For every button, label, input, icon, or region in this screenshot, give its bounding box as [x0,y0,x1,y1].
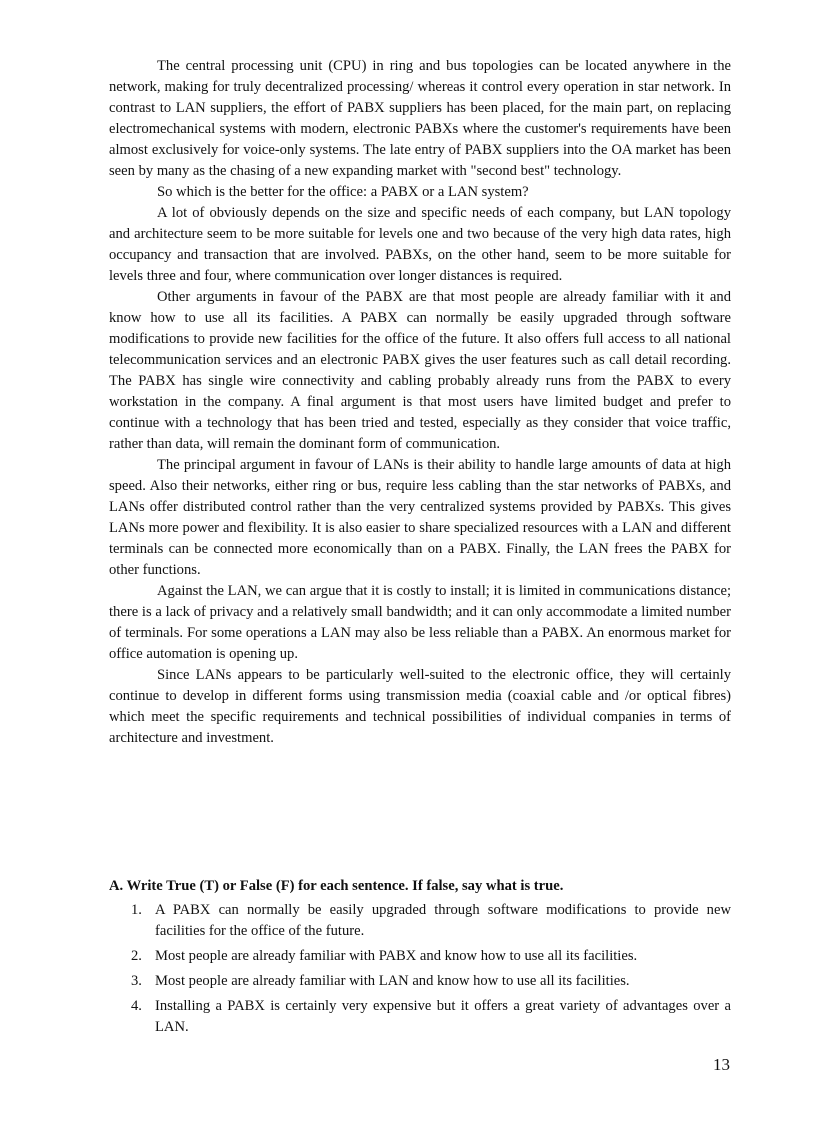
page-number: 13 [713,1055,730,1074]
item-number: 3. [131,973,142,989]
item-text: Most people are already familiar with PABX and know how to use all its facilities. [155,948,638,964]
list-item [109,971,731,992]
reading-passage [109,56,731,749]
item-number: 1. [131,902,142,918]
paragraph-conclusion: Since LANs appears to be particularly well-suited to the electronic office, they will certainly continue to develop in different forms using transmission media (coaxial cable and /or optical fibres) which meet the specific requirements and technical possibilities of individual companies in terms of architecture and investment. [109,667,731,746]
paragraph-against-lan: Against the LAN, we can argue that it is costly to install; it is limited in communications distance; there is a lack of privacy and a relatively small bandwidth; and it can only accommodate a limited number of terminals. For some operations a LAN may also be less reliable than a PABX. An enormous market for office automation is opening up. [109,583,731,662]
list-item [109,996,731,1038]
exercise-section [109,876,731,1042]
item-text: Installing a PABX is certainly very expensive but it offers a great variety of advantages over a LAN. [155,998,731,1035]
item-number: 2. [131,948,142,964]
item-text: A PABX can normally be easily upgraded through software modifications to provide new facilities for the office of the future. [155,902,731,939]
list-item [109,946,731,967]
paragraph-lan-arguments: The principal argument in favour of LANs is their ability to handle large amounts of data at high speed. Also their networks, either ring or bus, require less cabling than the star networks of PABXs, and LANs offer distributed control rather than the very centralized systems provided by PABXs. This gives LANs more power and flexibility. It is also easier to share specialized resources with a LAN and different terminals can be connected more economically than on a PABX. Finally, the LAN frees the PABX for other functions. [109,457,731,578]
exercise-list [109,900,731,1038]
paragraph-size-needs: A lot of obviously depends on the size and specific needs of each company, but LAN topology and architecture seem to be more suitable for levels one and two because of the very high data rates, high occupancy and transaction that are involved. PABXs, on the other hand, seem to be more suitable for levels three and four, where communication over longer distances is required. [109,205,731,284]
list-item [109,900,731,942]
item-number: 4. [131,998,142,1014]
paragraph-pabx-arguments: Other arguments in favour of the PABX are that most people are already familiar with it and know how to use all its facilities. A PABX can normally be easily upgraded through software modifications to provide new facilities for the office of the future. It also offers full access to all national telecommunication services and an electronic PABX gives the user features such as call detail recording. The PABX has single wire connectivity and cabling probably already runs from the PABX to every workstation in the company. A final argument is that most users have limited budget and prefer to continue with a technology that has been tried and tested, especially as they consider that voice traffic, rather than data, will remain the dominant form of communication. [109,289,731,452]
item-text: Most people are already familiar with LAN and know how to use all its facilities. [155,973,630,989]
paragraph-cpu-location: The central processing unit (CPU) in ring and bus topologies can be located anywhere in the network, making for truly decentralized processing/ whereas it control every operation in star network. In contrast to LAN suppliers, the effort of PABX suppliers has been placed, for the main part, on replacing electromechanical systems with modern, electronic PABXs where the customer's requirements have been almost exclusively for voice-only systems. The late entry of PABX suppliers into the OA market has been seen by many as the chasing of a new expanding market with "second best" technology. [109,58,731,179]
paragraph-question: So which is the better for the office: a PABX or a LAN system? [157,184,529,200]
exercise-heading: A. Write True (T) or False (F) for each sentence. If false, say what is true. [109,878,564,894]
